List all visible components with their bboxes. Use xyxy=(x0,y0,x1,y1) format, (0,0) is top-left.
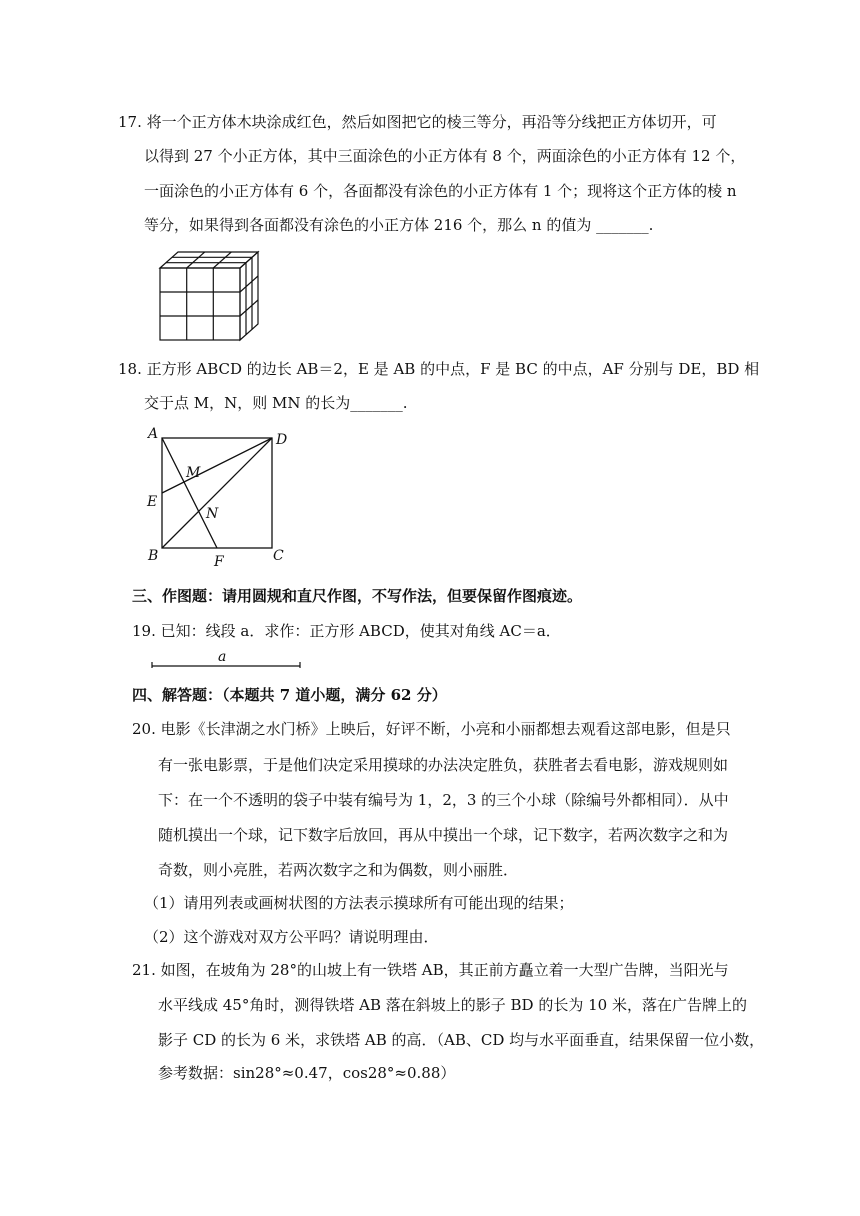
q18-line-1: 18. 正方形 ABCD 的边长 AB＝2，E 是 AB 的中点，F 是 BC 的中点，AF 分别与 DE，BD 相 xyxy=(118,360,760,378)
label-b: B xyxy=(148,548,159,564)
cube-figure xyxy=(152,246,272,346)
q21-line-2: 水平线成 45°角时，测得铁塔 AB 落在斜坡上的影子 BD 的长为 10 米，落在广告牌上的 xyxy=(158,996,747,1014)
q17-line-1: 17. 将一个正方体木块涂成红色，然后如图把它的棱三等分，再沿等分线把正方体切开，可 xyxy=(118,113,717,131)
label-a: A xyxy=(148,426,159,442)
q17-line-2: 以得到 27 个小正方体，其中三面涂色的小正方体有 8 个，两面涂色的小正方体有 12 个， xyxy=(144,147,746,165)
cube-right-face xyxy=(240,252,258,340)
segment-a-label: a xyxy=(218,649,227,665)
label-c: C xyxy=(273,548,284,564)
diagonal-bd xyxy=(162,438,272,548)
segment-af xyxy=(162,438,217,548)
q20-line-2: 有一张电影票，于是他们决定采用摸球的办法决定胜负，获胜者去看电影，游戏规则如 xyxy=(158,756,729,774)
q20-part-1: （1）请用列表或画树状图的方法表示摸球所有可能出现的结果； xyxy=(144,894,574,912)
q21-line-1: 21. 如图，在坡角为 28°的山坡上有一铁塔 AB，其正前方矗立着一大型广告牌，当阳光与 xyxy=(132,961,729,979)
label-n: N xyxy=(206,506,219,522)
q19-line: 19. 已知：线段 a．求作：正方形 ABCD，使其对角线 AC＝a． xyxy=(132,622,561,640)
q20-line-1: 20. 电影《长津湖之水门桥》上映后，好评不断，小亮和小丽都想去观看这部电影，但是只 xyxy=(132,720,731,738)
label-f: F xyxy=(214,554,224,570)
section-4-heading: 四、解答题：（本题共 7 道小题，满分 62 分） xyxy=(132,686,447,704)
section-3-heading: 三、作图题：请用圆规和直尺作图，不写作法，但要保留作图痕迹。 xyxy=(132,587,583,605)
q21-line-4: 参考数据：sin28°≈0.47，cos28°≈0.88） xyxy=(158,1064,456,1082)
q21-line-3: 影子 CD 的长为 6 米，求铁塔 AB 的高．（AB、CD 均与水平面垂直，结果保留一位小数， xyxy=(158,1031,765,1049)
q20-part-2: （2）这个游戏对双方公平吗？请说明理由． xyxy=(144,928,439,946)
cube-front-face xyxy=(160,268,240,340)
q20-line-4: 随机摸出一个球，记下数字后放回，再从中摸出一个球，记下数字，若两次数字之和为 xyxy=(158,826,729,844)
label-m: M xyxy=(186,465,201,481)
label-d: D xyxy=(276,432,288,448)
q17-line-3: 一面涂色的小正方体有 6 个，各面都没有涂色的小正方体有 1 个；现将这个正方体的棱 n xyxy=(144,182,737,200)
segment-a-figure xyxy=(146,648,306,674)
square-figure xyxy=(140,420,290,570)
q20-line-3: 下：在一个不透明的袋子中装有编号为 1，2，3 的三个小球（除编号外都相同）．从中 xyxy=(158,791,729,809)
label-e: E xyxy=(147,494,158,510)
q17-line-4: 等分，如果得到各面都没有涂色的小正方体 216 个，那么 n 的值为 _______. xyxy=(144,216,654,234)
q18-line-2: 交于点 M，N，则 MN 的长为_______. xyxy=(144,394,408,412)
segment-de xyxy=(162,438,272,493)
q20-line-5: 奇数，则小亮胜，若两次数字之和为偶数，则小丽胜． xyxy=(158,861,519,879)
